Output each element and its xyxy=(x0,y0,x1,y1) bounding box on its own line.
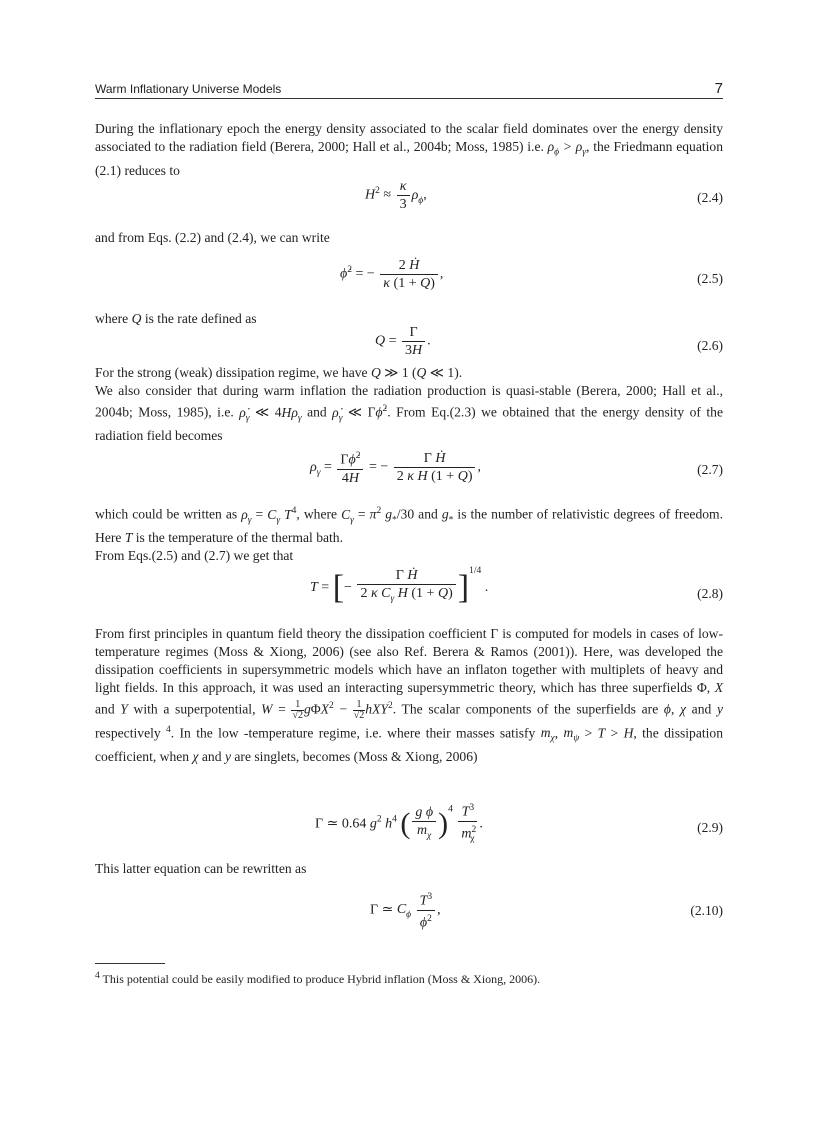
footnote-rule xyxy=(95,963,165,964)
paragraph-1: During the inflationary epoch the energy density associated to the scalar field dominates over the energy density associated to the radiation field (Berera, 2000; Hall et al., 2004b; Moss, 1985) i.e. $\rho_\phi > \rho_\gamma$, the Friedmann equation (2.1) reduces to xyxy=(95,121,724,178)
paragraph-4: For the strong (weak) dissipation regime, we have Q ≫ 1 (Q ≪ 1). We also consider that during warm inflation the radiation production is quasi-stable (Berera, 2000; Hall et al., 2004b; Moss, 1985), i.e. $\rhȯ_\gamma$ ≪ $4H\rho_\gamma$ and $\rhȯ_\gamma$ ≪ Γϕ̇$^2$. From Eq.(2.3) we obtained that the energy density of the radiation field becomes xyxy=(95,365,724,444)
equation-2-8: T = [− $\frac{\text{Γ Ḣ}}{2 \kappa C_\gamma H (1 + Q)}$ ]$^{1/4}$ . (2.8) xyxy=(95,566,723,618)
footnote-marker: 4 xyxy=(95,971,100,981)
footnote xyxy=(95,971,540,987)
paragraph-7: This latter equation can be rewritten as xyxy=(95,861,307,876)
equation-2-10: Γ ≃ $C_\phi$ $\frac{T^3}{\phi^2}$ , (2.10) xyxy=(370,892,723,931)
footnote-text: This potential could be easily modified to produce Hybrid inflation (Moss & Xiong, 2006). xyxy=(102,972,541,986)
paragraph-2: and from Eqs. (2.2) and (2.4), we can write xyxy=(95,230,330,245)
equation-2-5: ϕ̇$^2$ = − $\frac{\text{2 Ḣ}}{\kappa (1 + Q)}$ , (2.5) xyxy=(340,258,723,291)
running-header xyxy=(95,80,723,99)
paragraph-5: which could be written as $\rho_\gamma = C_\gamma$ $T^4$, where $C_\gamma = \pi^2$ $g_*/30$ and $g_*$ is the number of relativistic degrees of freedom. Here T is the temperature of the thermal bath. From Eqs.(2.5) and (2.7) we get that xyxy=(95,506,724,564)
equation-2-9: Γ ≃ 0.64 $g^2$ $h^4$ ( $\frac{\text{g ϕ}}{m_\chi}$ )$^4$ $\frac{T^3}{m^2_\chi}$ . (2.9) xyxy=(95,800,723,856)
equation-2-6: Q = $\frac{\Gamma}{3H}$ . (2.6) xyxy=(375,325,723,358)
paragraph-3: where Q is the rate defined as xyxy=(95,311,257,326)
equation-2-7: $\rho_\gamma$ = $\frac{\Gamma\phi̇^2}{4H}$ = − $\frac{\text{Γ Ḣ}}{\text{2 κ H (1 + Q)}}$ , (2.7) xyxy=(310,450,723,486)
page-number: 7 xyxy=(714,80,723,97)
running-title: Warm Inflationary Universe Models xyxy=(95,82,282,96)
paragraph-6: From first principles in quantum field theory the dissipation coefficient Γ is computed for models in cases of low-temperature regimes (Moss & Xiong, 2006) (see also Ref. Berera & Ramos (2001)). Here, was developed the dissipation coefficients in supersymmetric models which have an inflaton together with multiplets of heavy and light fields. In this approach, it was used an interacting supersymmetric theory, which has three superfields Φ, X and Y with a superpotential, W = $\frac{1}{√2}$ gΦX$^2$ − $\frac{1}{√2}$ hXY$^2$. The scalar components of the superfields are ϕ, χ and y respectively $^4$. In the low -temperature regime, i.e. where their masses satisfy $m_\chi$, $m_\psi > T > H$, the dissipation coefficient, when χ and y are singlets, becomes (Moss & Xiong, 2006) xyxy=(95,626,724,765)
equation-2-4: $H^2$ ≈ $\frac{\kappa}{3}$ $\rho_\phi$, (2.4) xyxy=(365,179,723,212)
